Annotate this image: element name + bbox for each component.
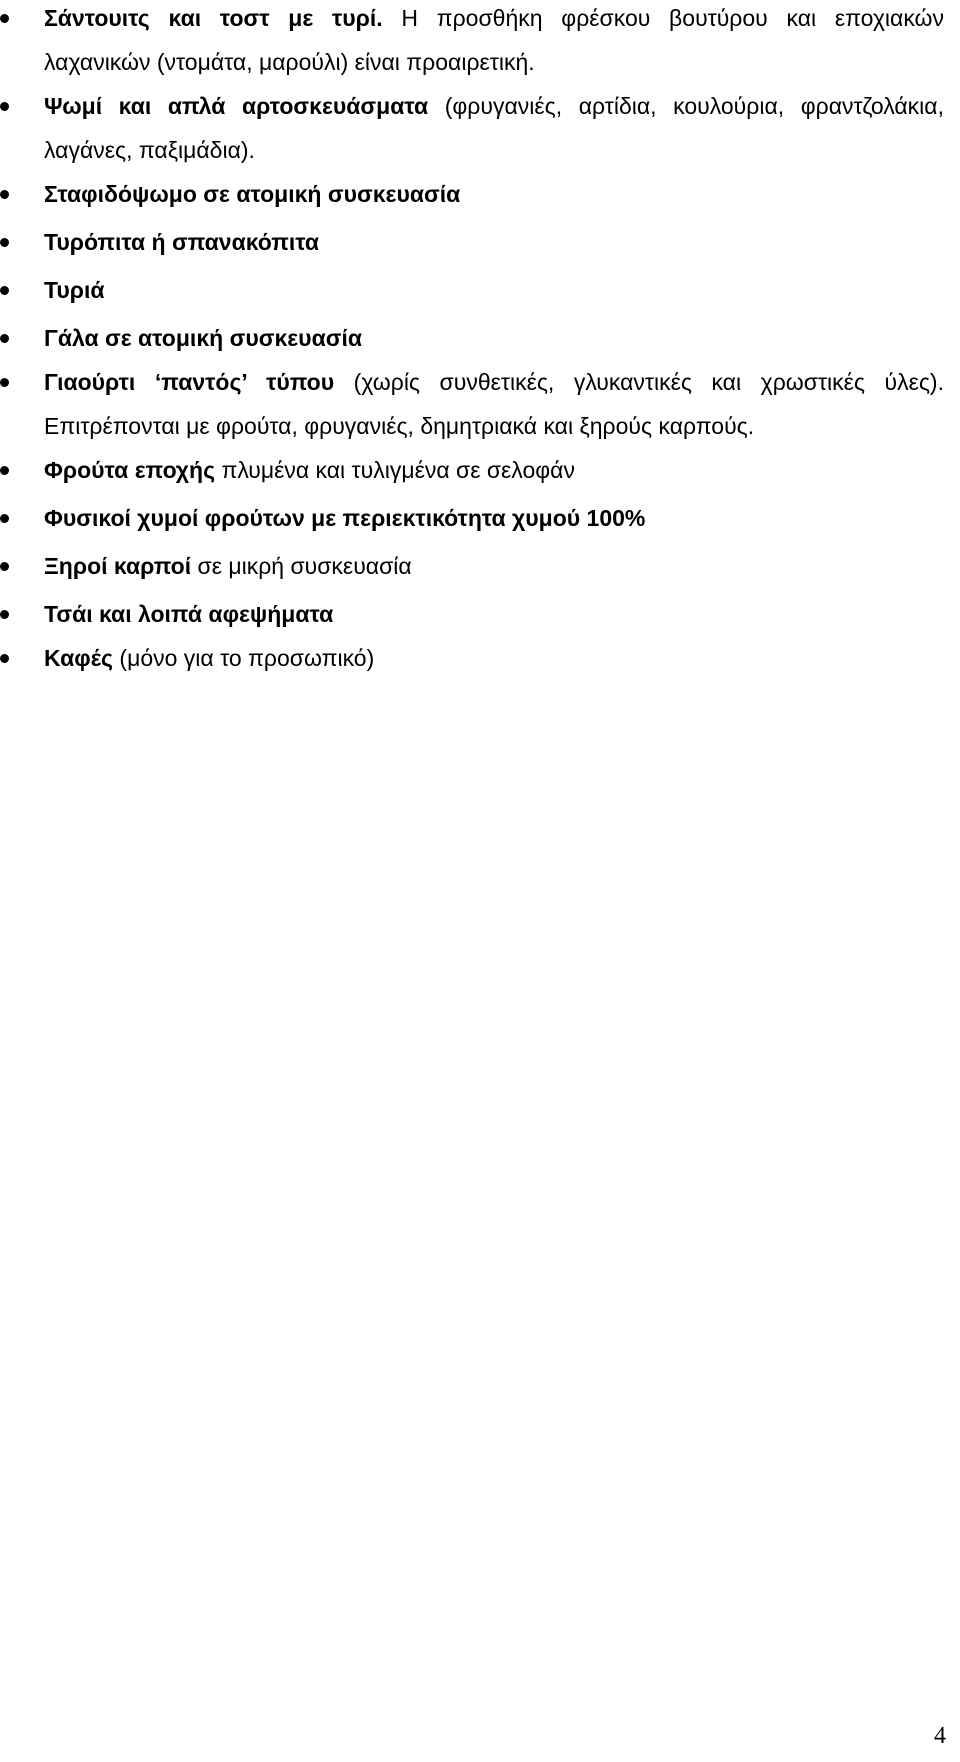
item-line [44, 4, 944, 32]
item-heading: Φυσικοί χυμοί φρούτων με περιεκτικότητα χυμού 100% [44, 505, 646, 531]
item-line [44, 412, 944, 440]
item-description: σε μικρή συσκευασία [191, 553, 412, 579]
item-description: λαγάνες, παξιμάδια). [44, 137, 255, 163]
item-heading: Τσάι και λοιπά αφεψήματα [44, 601, 334, 627]
bullet-icon [0, 654, 9, 663]
item-heading: Τυρόπιτα ή σπανακόπιτα [44, 229, 319, 255]
bullet-icon [0, 610, 9, 619]
bullet-icon [0, 238, 9, 247]
item-heading: Καφές [44, 645, 114, 671]
item-line [44, 504, 944, 532]
item-line [44, 644, 944, 672]
item-line [44, 552, 944, 580]
item-description: πλυμένα και τυλιγμένα σε σελοφάν [215, 457, 575, 483]
item-description: Επιτρέπονται με φρούτα, φρυγανιές, δημητριακά και ξηρούς καρπούς. [44, 413, 755, 439]
item-description: (φρυγανιές, αρτίδια, κουλούρια, φραντζολάκια, [428, 93, 944, 119]
item-heading: Γάλα σε ατομική συσκευασία [44, 325, 362, 351]
item-description: (μόνο για το προσωπικό) [113, 645, 375, 671]
item-description: λαχανικών (ντομάτα, μαρούλι) είναι προαιρετική. [44, 49, 535, 75]
bullet-icon [0, 514, 9, 523]
item-line [44, 92, 944, 120]
item-line [44, 276, 944, 304]
item-description: Η προσθήκη φρέσκου βουτύρου και εποχιακών [382, 5, 944, 31]
bullet-icon [0, 190, 9, 199]
item-description: (χωρίς συνθετικές, γλυκαντικές και χρωστικές ύλες). [334, 369, 944, 395]
page-number: 4 [934, 1723, 946, 1749]
item-line [44, 324, 944, 352]
bullet-icon [0, 378, 9, 387]
item-line [44, 368, 944, 396]
bullet-icon [0, 334, 9, 343]
item-heading: Τυριά [44, 277, 105, 303]
item-heading: Ξηροί καρποί [44, 553, 192, 579]
bullet-icon [0, 14, 9, 23]
item-line [44, 136, 944, 164]
item-heading: Ψωμί και απλά αρτοσκευάσματα [44, 93, 429, 119]
bullet-icon [0, 562, 9, 571]
bullet-icon [0, 286, 9, 295]
item-heading: Γιαούρτι ‘παντός’ τύπου [44, 369, 335, 395]
bullet-icon [0, 466, 9, 475]
item-heading: Σάντουιτς και τοστ με τυρί. [44, 5, 383, 31]
item-line [44, 48, 944, 76]
item-line [44, 228, 944, 256]
item-line [44, 600, 944, 628]
bullet-icon [0, 102, 9, 111]
item-line [44, 456, 944, 484]
item-heading: Φρούτα εποχής [44, 457, 216, 483]
item-heading: Σταφιδόψωμο σε ατομική συσκευασία [44, 181, 461, 207]
item-line [44, 180, 944, 208]
